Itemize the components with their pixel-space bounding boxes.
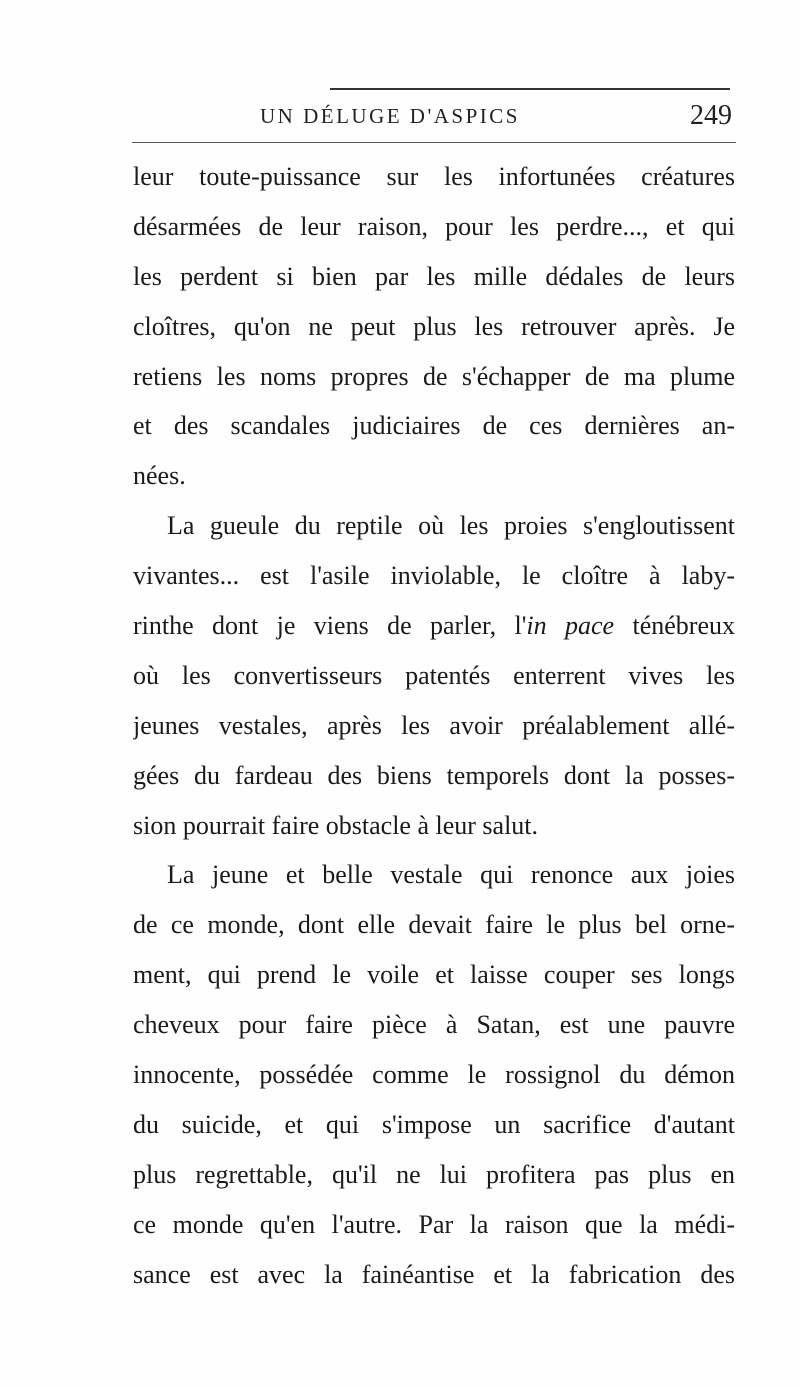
text-line: La gueule du reptile où les proies s'engloutissent xyxy=(167,511,735,541)
text-line: vivantes... est l'asile inviolable, le cloître à laby- xyxy=(133,561,735,591)
page-header xyxy=(132,100,736,140)
text-line: du suicide, et qui s'impose un sacrifice d'autant xyxy=(133,1109,735,1139)
text-segment: rinthe dont je viens de parler, l' xyxy=(133,611,527,641)
body-text xyxy=(133,152,735,1299)
text-line: de ce monde, dont elle devait faire le plus bel orne- xyxy=(133,910,735,940)
text-line xyxy=(133,601,735,651)
text-line: nées. xyxy=(133,461,186,491)
page-number: 249 xyxy=(690,100,732,131)
text-line: sance est avec la fainéantise et la fabrication des xyxy=(133,1259,735,1289)
text-segment: ténébreux xyxy=(614,611,735,641)
header-bottom-rule xyxy=(132,142,736,143)
text-line: les perdent si bien par les mille dédales de leurs xyxy=(133,261,735,291)
text-line: innocente, possédée comme le rossignol du démon xyxy=(133,1060,735,1090)
text-line: ce monde qu'en l'autre. Par la raison que la médi- xyxy=(133,1209,735,1239)
text-line: leur toute-puissance sur les infortunées créatures xyxy=(133,162,735,191)
text-line: gées du fardeau des biens temporels dont la posses- xyxy=(133,760,735,790)
text-line: plus regrettable, qu'il ne lui profitera pas plus en xyxy=(133,1159,735,1189)
text-line: cheveux pour faire pièce à Satan, est une pauvre xyxy=(133,1010,735,1040)
text-line: jeunes vestales, après les avoir préalablement allé- xyxy=(133,710,735,740)
header-top-rule xyxy=(330,88,730,90)
running-title: UN DÉLUGE D'ASPICS xyxy=(260,104,520,128)
italic-phrase: in pace xyxy=(526,611,615,641)
text-line: sion pourrait faire obstacle à leur salut. xyxy=(133,810,539,840)
text-line: ment, qui prend le voile et laisse couper ses longs xyxy=(133,960,735,990)
text-line: désarmées de leur raison, pour les perdre..., et qui xyxy=(133,211,735,241)
text-line: La jeune et belle vestale qui renonce aux joies xyxy=(167,860,735,890)
text-line: cloîtres, qu'on ne peut plus les retrouver après. Je xyxy=(133,311,735,341)
text-line: où les convertisseurs patentés enterrent vives les xyxy=(133,660,735,690)
text-line: retiens les noms propres de s'échapper de ma plume xyxy=(133,361,735,391)
text-line: et des scandales judiciaires de ces dernières an- xyxy=(133,411,735,441)
